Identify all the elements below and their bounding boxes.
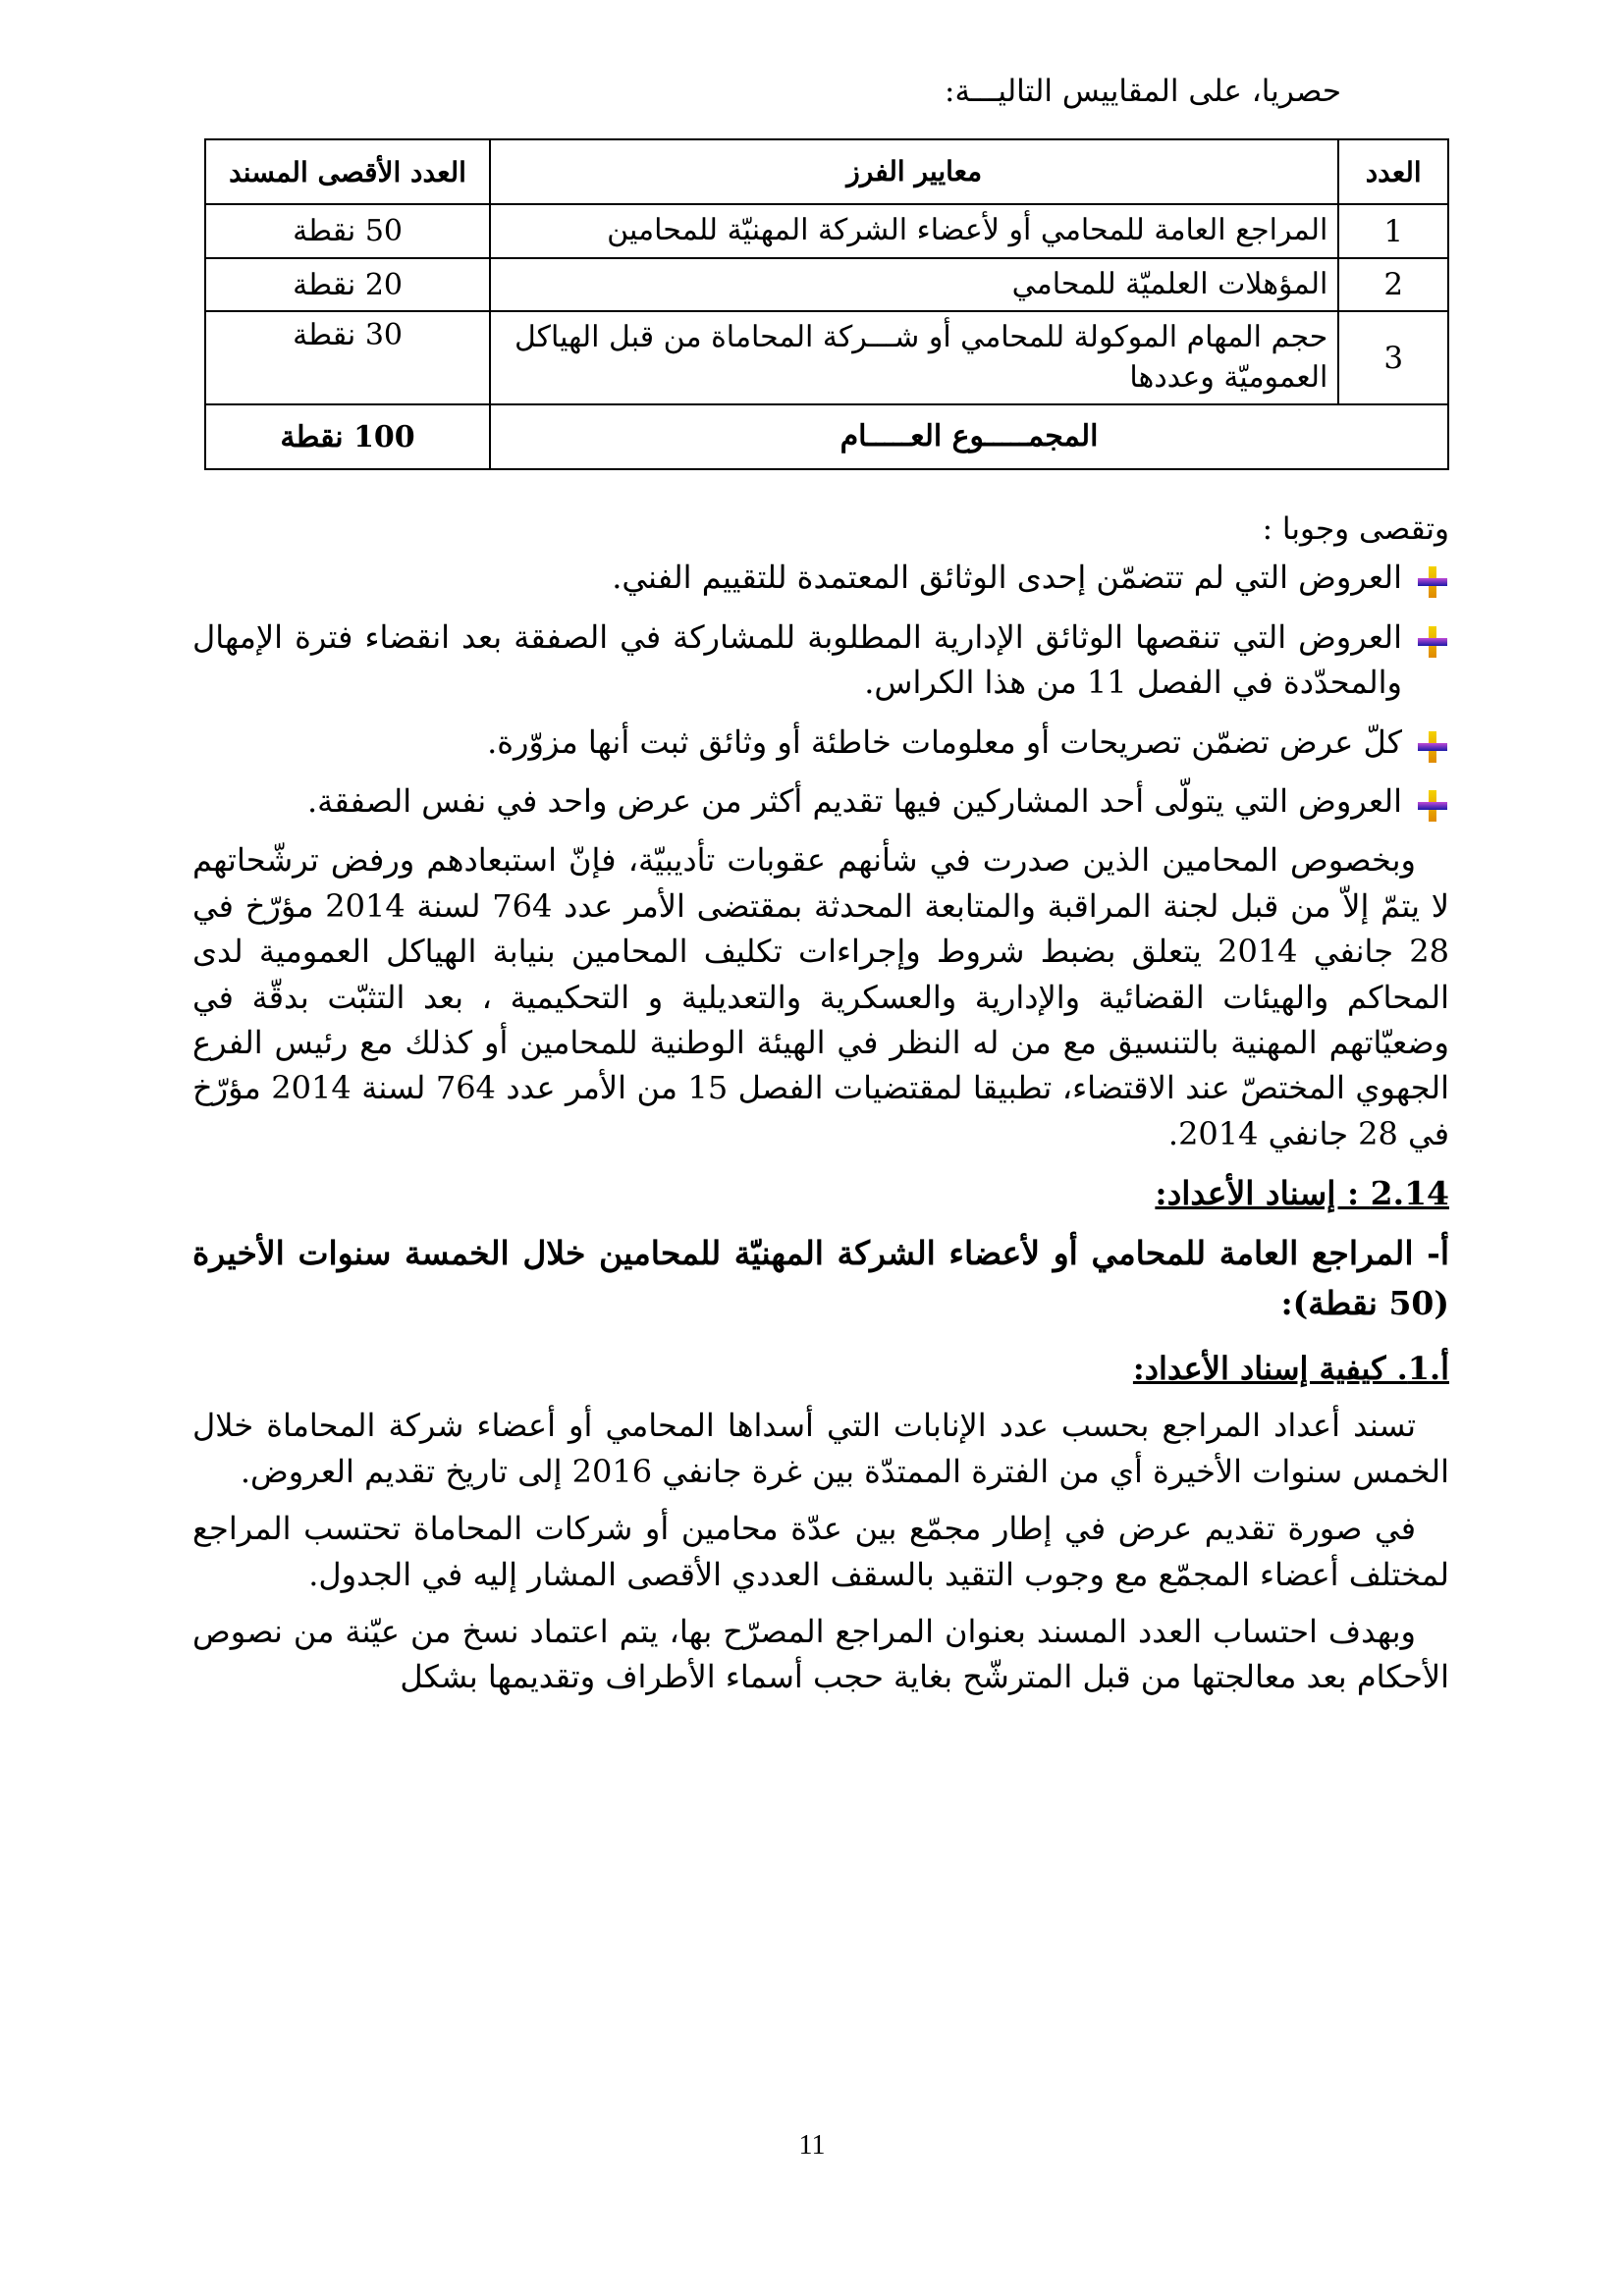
header-max-points: العدد الأقصى المسند <box>205 139 490 204</box>
row-criteria: حجم المهام الموكولة للمحامي أو شـــركة المحاماة من قبل الهياكل العموميّة وعددها <box>490 311 1338 404</box>
row-max-points: 30 نقطة <box>205 311 490 404</box>
body-paragraph: وبهدف احتساب العدد المسند بعنوان المراجع المصرّح بها، يتم اعتماد نسخ من عيّنة من نصوص الأحكام بعد معالجتها من قبل المترشّح بغاية حجب أسماء الأطراف وتقديمها بشكل <box>192 1612 1449 1696</box>
header-number: العدد <box>1338 139 1448 204</box>
row-number: 2 <box>1338 258 1448 312</box>
intro-line: حصريا، على المقاييس التاليـــة: <box>945 74 1341 109</box>
row-criteria: المؤهلات العلميّة للمحامي <box>490 258 1338 312</box>
cross-bullet-icon <box>1416 566 1449 598</box>
table-header-row <box>205 139 1448 204</box>
list-item-text: كلّ عرض تضمّن تصريحات أو معلومات خاطئة أو وثائق ثبت أنها مزوّرة. <box>487 722 1402 761</box>
table-row <box>205 258 1448 312</box>
table-row <box>205 311 1448 404</box>
subsub-heading: أ.1. كيفية إسناد الأعداد: <box>1132 1350 1449 1388</box>
page-number: 11 <box>798 2130 826 2161</box>
cross-bullet-icon <box>1416 626 1449 658</box>
row-max-points: 50 نقطة <box>205 204 490 258</box>
list-item <box>192 778 1449 824</box>
cross-bullet-icon <box>1416 790 1449 822</box>
body-paragraph: تسند أعداد المراجع بحسب عدد الإنابات التي أسداها المحامي أو أعضاء شركة المحاماة خلال الخمس سنوات الأخيرة أي من الفترة الممتدّة بين غرة جانفي 2016 إلى تاريخ تقديم العروض. <box>192 1407 1449 1490</box>
sub-heading: أ- المراجع العامة للمحامي أو لأعضاء الشركة المهنيّة للمحامين خلال الخمسة سنوات الأخيرة (50 نقطة): <box>192 1234 1449 1323</box>
list-item-text: العروض التي يتولّى أحد المشاركين فيها تقديم أكثر من عرض واحد في نفس الصفقة. <box>307 781 1402 820</box>
list-item-text: العروض التي لم تتضمّن إحدى الوثائق المعتمدة للتقييم الفني. <box>612 559 1402 597</box>
section-heading: 2.14 : إسناد الأعداد: <box>1155 1174 1449 1213</box>
exclusion-list <box>192 555 1449 824</box>
table-row <box>205 204 1448 258</box>
cross-bullet-icon <box>1416 731 1449 763</box>
row-max-points: 20 نقطة <box>205 258 490 312</box>
criteria-table <box>204 138 1449 470</box>
exclusion-lead: وتقصى وجوبا : <box>1262 511 1449 548</box>
list-item <box>192 720 1449 765</box>
list-item-text: العروض التي تنقصها الوثائق الإدارية المطلوبة للمشاركة في الصفقة بعد انقضاء فترة الإمهال والمحدّدة في الفصل 11 من هذا الكراس. <box>192 617 1402 702</box>
list-item <box>192 614 1449 706</box>
row-number: 1 <box>1338 204 1448 258</box>
header-criteria: معايير الفرز <box>490 139 1338 204</box>
table-total-row <box>205 404 1448 469</box>
row-criteria: المراجع العامة للمحامي أو لأعضاء الشركة المهنيّة للمحامين <box>490 204 1338 258</box>
list-item <box>192 555 1449 600</box>
total-value: 100 نقطة <box>205 404 490 469</box>
document-page <box>192 71 1449 1712</box>
row-number: 3 <box>1338 311 1448 404</box>
body-paragraph: في صورة تقديم عرض في إطار مجمّع بين عدّة محامين أو شركات المحاماة تحتسب المراجع لمختلف أعضاء المجمّع مع وجوب التقيد بالسقف العددي الأقصى المشار إليه في الجدول. <box>192 1510 1449 1593</box>
discipline-paragraph: وبخصوص المحامين الذين صدرت في شأنهم عقوبات تأديبيّة، فإنّ استبعادهم ورفض ترشّحاتهم لا يتمّ إلاّ من قبل لجنة المراقبة والمتابعة المحدثة بمقتضى الأمر عدد 764 لسنة 2014 مؤرّخ في 28 جانفي 2014 يتعلق بضبط شروط وإجراءات تكليف المحامين بنيابة الهياكل العمومية لدى المحاكم والهيئات القضائية والإدارية والعسكرية والتعديلية و التحكيمية ، بعد التثبّت بدقّة في وضعيّاتهم المهنية بالتنسيق مع من له النظر في الهيئة الوطنية للمحامين أو كذلك مع رئيس الفرع الجهوي المختصّ عند الاقتضاء، تطبيقا لمقتضيات الفصل 15 من الأمر عدد 764 لسنة 2014 مؤرّخ في 28 جانفي 2014. <box>192 841 1450 1152</box>
total-label: المجمـــــوع العـــــام <box>490 404 1448 469</box>
